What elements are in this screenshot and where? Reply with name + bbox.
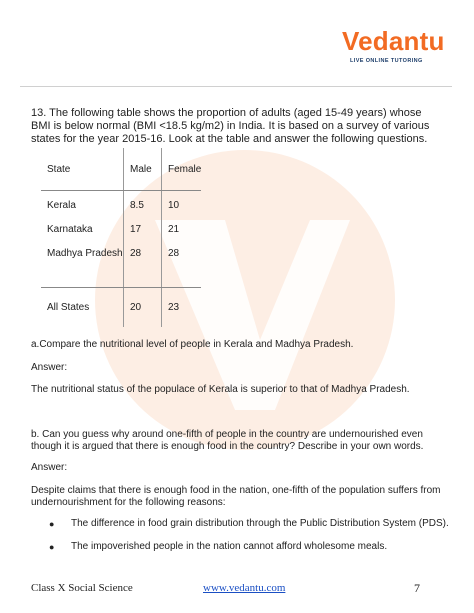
part-a-answer-label: Answer: xyxy=(31,362,68,373)
cell-female: 10 xyxy=(168,200,180,211)
footer-class-label: Class X Social Science xyxy=(31,582,133,594)
bullet-icon: ● xyxy=(49,542,55,552)
page-number: 7 xyxy=(414,581,420,595)
cell-state: Kerala xyxy=(47,200,76,211)
part-a-question: a.Compare the nutritional level of people in Kerala and Madhya Pradesh. xyxy=(31,339,354,350)
header-female: Female xyxy=(162,148,202,191)
part-b-answer: Despite claims that there is enough food in the nation, one-fifth of the population suffers from undernourishment for the following reasons: xyxy=(31,485,441,508)
cell-state: Karnataka xyxy=(47,224,93,235)
vedantu-logo[interactable] xyxy=(336,22,454,74)
bullet-item: The impoverished people in the nation cannot afford wholesome meals. xyxy=(71,541,388,552)
cell-male: 8.5 xyxy=(130,200,144,211)
cell-state: Madhya Pradesh xyxy=(47,248,123,259)
cell-male: 20 xyxy=(124,288,162,328)
bullet-item: The difference in food grain distribution through the Public Distribution System (PDS). xyxy=(71,518,449,529)
cell-male: 28 xyxy=(130,248,142,259)
table-header-row xyxy=(41,148,201,191)
cell-female: 21 xyxy=(168,224,180,235)
header-divider xyxy=(20,86,452,87)
header-male: Male xyxy=(124,148,162,191)
question-13-text: 13. The following table shows the proportion of adults (aged 15-49 years) whose BMI is below normal (BMI <18.5 kg/m2) in India. It is based on a survey of various states for the year 2015-16. Look at the table and answer the following questions. xyxy=(31,107,430,145)
cell-male: 17 xyxy=(130,224,142,235)
cell-female: 28 xyxy=(168,248,180,259)
cell-female: 23 xyxy=(162,288,202,328)
table-body-rows xyxy=(41,191,201,288)
bmi-table xyxy=(41,148,201,327)
logo-wordmark: Vedantu xyxy=(342,26,445,56)
part-b-question: b. Can you guess why around one-fifth of people in the country are undernourished even though it is argued that there is enough food in the country? Describe in your own words. xyxy=(31,429,424,452)
cell-state: All States xyxy=(47,302,90,313)
footer-website-link[interactable]: www.vedantu.com xyxy=(203,582,286,594)
bullet-icon: ● xyxy=(49,519,55,529)
part-a-answer: The nutritional status of the populace of Kerala is superior to that of Madhya Pradesh. xyxy=(31,384,410,395)
part-b-answer-label: Answer: xyxy=(31,462,68,473)
logo-tagline: LIVE ONLINE TUTORING xyxy=(350,58,423,64)
header-state: State xyxy=(41,148,124,191)
table-total-row xyxy=(41,288,201,328)
